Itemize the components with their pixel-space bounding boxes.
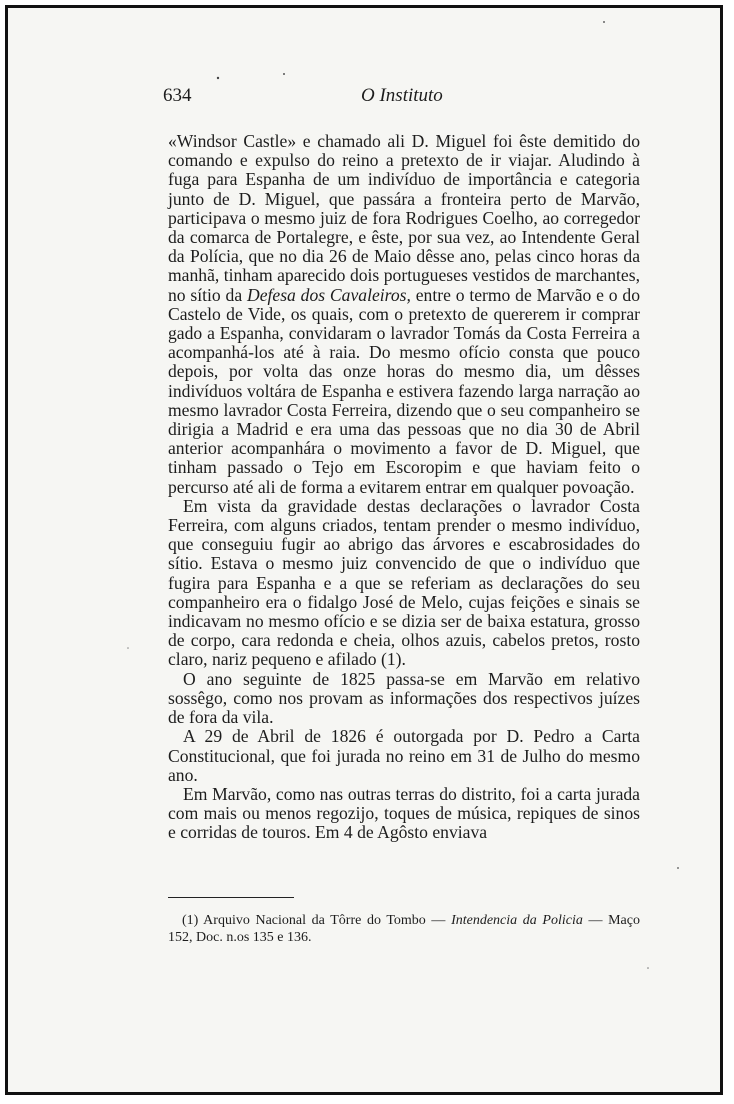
paragraph-4: A 29 de Abril de 1826 é outorgada por D. Pedro a Carta Constitucional, que foi jurada no reino em 31 de Julho do mesmo ano. [168, 726, 640, 785]
footnote-rule [168, 897, 294, 898]
book-page [5, 5, 723, 1095]
footnote-1-end: — Maço 152, Doc. n.os 135 e 136. [168, 913, 640, 945]
footnote [168, 912, 640, 946]
speck [677, 867, 679, 869]
page-number: 634 [163, 85, 192, 106]
running-title: O Instituto [361, 85, 443, 106]
body-text [168, 132, 640, 843]
speck [217, 77, 219, 79]
footnote-1 [168, 912, 640, 946]
speck [283, 73, 285, 75]
speck [603, 21, 605, 23]
speck [647, 967, 649, 969]
place-name-italic: Defesa dos Cavaleiros, [246, 284, 411, 305]
paragraph-5: Em Marvão, como nas outras terras do distrito, foi a carta jurada com mais ou menos regozijo, toques de música, repiques de sinos e corridas de touros. Em 4 de Agôsto enviava [168, 783, 640, 843]
footnote-1-italic: Intendencia da Policia [451, 913, 583, 928]
footnote-1-start: (1) Arquivo Nacional da Tôrre do Tombo — [182, 913, 452, 928]
paragraph-2: Em vista da gravidade destas declarações o lavrador Costa Ferreira, com alguns criados, tentam prender o mesmo indivíduo, que conseguiu fugir ao abrigo das árvores e escabrosidades do sítio. Estava o mesmo juiz convencido de que o indivíduo que fugira para Espanha e a que se referiam as declarações do seu companheiro era o fidalgo José de Melo, cujas feições e sinais se indicavam no mesmo ofício e se dizia ser de baixa estatura, grosso de corpo, cara redonda e cheia, olhos azuis, cabelos pretos, rosto claro, nariz pequeno e afilado (1). [168, 495, 640, 670]
paragraph-1-start: «Windsor Castle» e chamado ali D. Miguel foi êste demitido do comando e expulso do reino a pretexto de ir viajar. Aludindo à fuga para Espanha de um indivíduo de importância e categoria junto de D. Miguel, que passára a fronteira perto de Marvão, participava o mesmo juiz de fora Rodrigues Coelho, ao corregedor da comarca de Portalegre, e êste, por sua vez, ao Intendente Geral da Polícia, que no dia 26 de Maio dêsse ano, pelas cinco horas da manhã, tinham aparecido dois portugueses vestidos de marchantes, no sítio da [168, 131, 640, 305]
paragraph-1-end: entre o termo de Marvão e o do Castelo de Vide, os quais, com o pretexto de quererem ir comprar gado a Espanha, convidaram o lavrador Tomás da Costa Ferreira a acompanhá-los até à raia. Do mesmo ofício consta que pouco depois, por volta das onze horas do mesmo dia, um dêsses indivíduos voltára de Espanha e estivera fazendo larga narração ao mesmo lavrador Costa Ferreira, dizendo que o seu companheiro se dirigia a Madrid e era uma das pessoas que no dia 30 de Abril anterior acompanhára o movimento a favor de D. Miguel, que tinham passado o Tejo em Escoropim e que haviam feito o percurso até ali de forma a evitarem entrar em qualquer povoação. [168, 284, 640, 497]
paragraph-1 [168, 132, 640, 497]
speck [127, 647, 129, 649]
paragraph-3: O ano seguinte de 1825 passa-se em Marvão em relativo sossêgo, como nos provam as informações dos respectivos juízes de fora da vila. [168, 668, 640, 728]
page-header [163, 85, 633, 109]
